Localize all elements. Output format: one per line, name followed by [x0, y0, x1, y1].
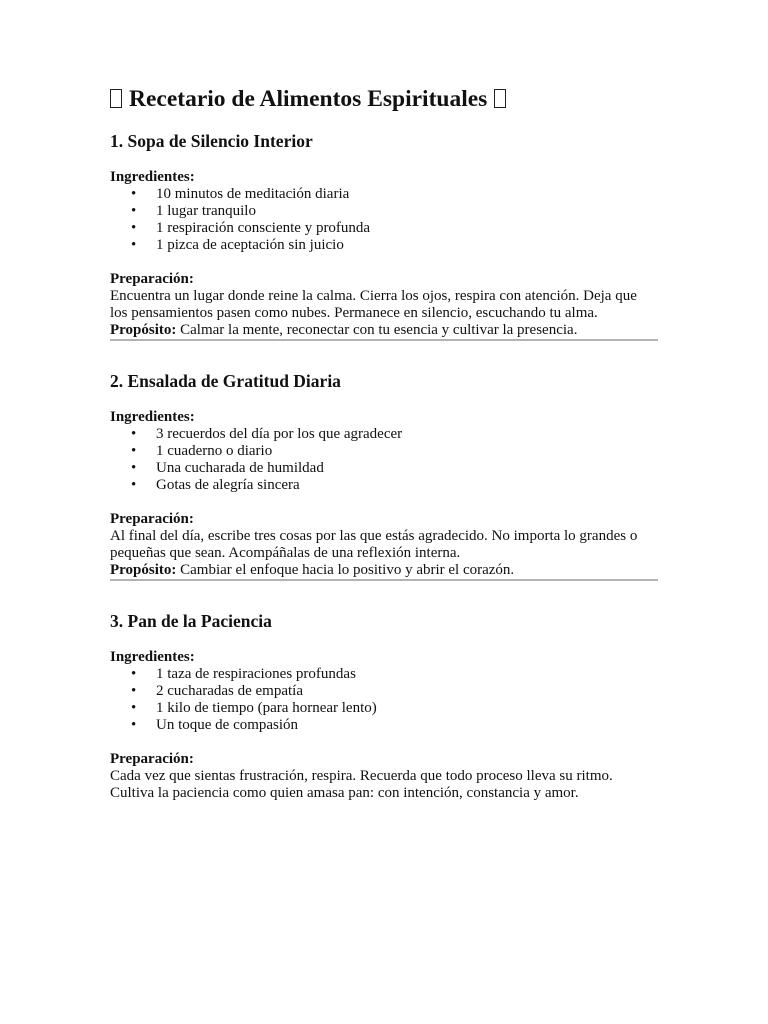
list-item: • Una cucharada de humildad [110, 460, 658, 477]
preparation-text [110, 768, 658, 802]
list-item: • Un toque de compasión [110, 717, 658, 734]
purpose-paragraph [110, 562, 658, 579]
preparation-text [110, 528, 658, 562]
list-item: • 10 minutos de meditación diaria [110, 186, 658, 203]
preparation-label: Preparación: [110, 511, 194, 527]
purpose-text: Cambiar el enfoque hacia lo positivo y abrir el corazón. [180, 562, 515, 578]
list-item: • 1 kilo de tiempo (para hornear lento) [110, 700, 658, 717]
preparation-line: Al final del día, escribe tres cosas por las que estás agradecido. No importa lo grandes o [110, 528, 638, 544]
document-title-text: Recetario de Alimentos Espirituales [129, 86, 488, 112]
list-item: • Gotas de alegría sincera [110, 477, 658, 494]
document-content [110, 82, 658, 802]
section-divider [110, 579, 658, 581]
purpose-text: Calmar la mente, reconectar con tu esencia y cultivar la presencia. [180, 322, 578, 338]
recipe-title: 2. Ensalada de Gratitud Diaria [110, 371, 341, 391]
purpose-paragraph [110, 322, 658, 339]
ingredients-label: Ingredientes: [110, 409, 195, 425]
recipe-title: 3. Pan de la Paciencia [110, 611, 272, 631]
document-title [110, 82, 658, 116]
purpose-label: Propósito: [110, 322, 177, 338]
preparation-line: Cada vez que sientas frustración, respira. Recuerda que todo proceso lleva su ritmo. [110, 768, 613, 784]
recipe-section [110, 129, 658, 339]
ingredients-label: Ingredientes: [110, 649, 195, 665]
purpose-label: Propósito: [110, 562, 177, 578]
recipe-title: 1. Sopa de Silencio Interior [110, 131, 313, 151]
ingredients-label: Ingredientes: [110, 169, 195, 185]
missing-glyph-icon [494, 89, 506, 108]
preparation-line: Encuentra un lugar donde reine la calma. Cierra los ojos, respira con atención. Deja que [110, 288, 637, 304]
preparation-label: Preparación: [110, 271, 194, 287]
preparation-line: los pensamientos pasen como nubes. Permanece en silencio, escuchando tu alma. [110, 305, 598, 321]
list-item: • 1 cuaderno o diario [110, 443, 658, 460]
list-item: • 1 taza de respiraciones profundas [110, 666, 658, 683]
preparation-line: Cultiva la paciencia como quien amasa pan: con intención, constancia y amor. [110, 785, 579, 801]
ingredients-list [110, 426, 658, 494]
list-item: • 1 respiración consciente y profunda [110, 220, 658, 237]
missing-glyph-icon [110, 89, 122, 108]
preparation-line: pequeñas que sean. Acompáñalas de una reflexión interna. [110, 545, 461, 561]
list-item: • 3 recuerdos del día por los que agradecer [110, 426, 658, 443]
ingredients-list [110, 666, 658, 734]
recipe-section [110, 609, 658, 802]
recipe-section [110, 369, 658, 579]
list-item: • 2 cucharadas de empatía [110, 683, 658, 700]
preparation-label: Preparación: [110, 751, 194, 767]
list-item: • 1 pizca de aceptación sin juicio [110, 237, 658, 254]
section-divider [110, 339, 658, 341]
list-item: • 1 lugar tranquilo [110, 203, 658, 220]
preparation-text [110, 288, 658, 322]
ingredients-list [110, 186, 658, 254]
